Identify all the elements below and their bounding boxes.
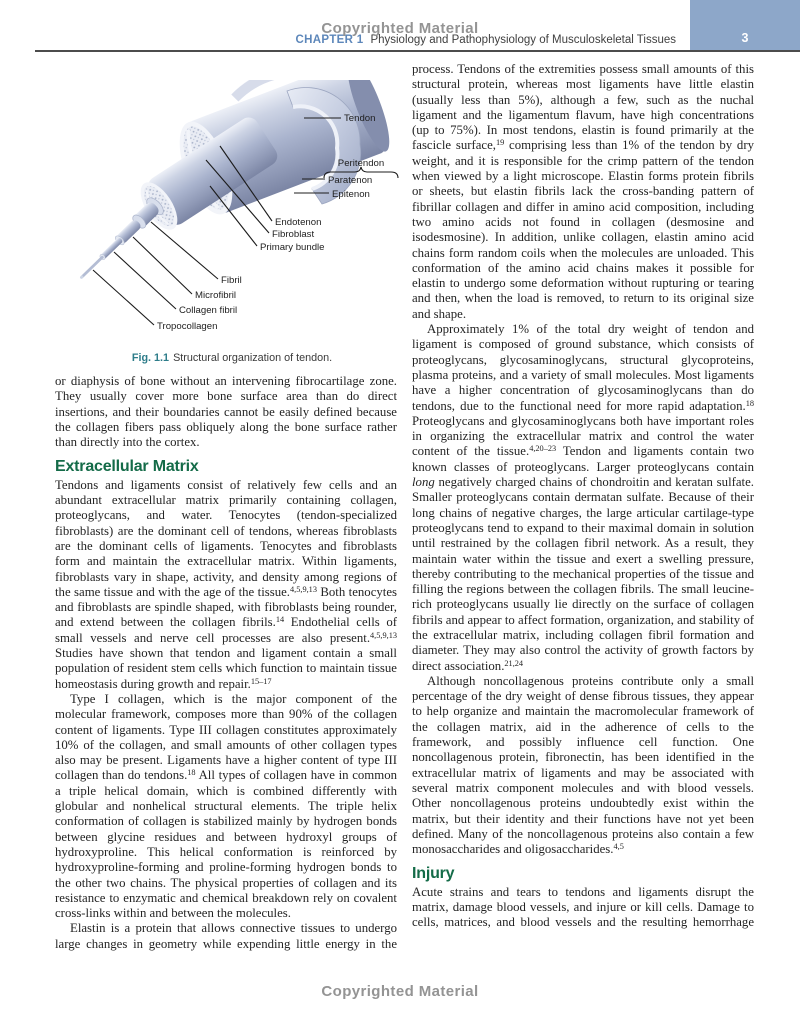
figure-label-primary-bundle: Primary bundle [260, 242, 325, 253]
figure-label-peritendon: Peritendon [337, 158, 385, 169]
figure-label-endotenon: Endotenon [275, 217, 322, 228]
leader-line-fibril [151, 222, 218, 279]
body-paragraph: Acute strains and tears to tendons and ligaments disrupt the matrix, damage blood vessels, and injure or kill cells. Damage to cells, matrices, and blood vessels and the resulting hemorrhage [412, 884, 754, 930]
body-paragraph: Approximately 1% of the total dry weight of tendon and ligament is composed of ground substance, which consists of proteoglycans, glycosaminoglycans, structural glycoproteins, plasma proteins, and a variety of small molecules. Most ligaments have a higher concentration of glycosaminoglycans than do tendons, due to the functional need for more rapid adaptation.$^{18}$ Proteoglycans and glycosaminoglycans both have important roles in organizing the extracellular matrix and control the water content of the tissue.$^{4,20-23}$ Tendon and ligaments contain two known classes of proteoglycans. Larger proteoglycans contain long negatively charged chains of chondroitin and keratan sulfate. Smaller proteoglycans contain dermatan sulfate. Because of their long chains of negative charges, the large articular cartilage-type proteoglycans tend to expand to their maximal domain in solution until restrained by the collagen fibril network. As a result, they maintain water within the tissue and exert a swelling pressure, thereby contributing to the mechanical properties of the tissue and filling the regions between the collagen fibrils. The small leucine-rich proteoglycans usually lie directly on the surface of collagen fibrils and appear to affect formation, organization, and stability of the extracellular matrix, including collagen fibril formation and diameter. They may also control the activity of growth factors by direct association.$^{21,24}$ [412, 322, 755, 673]
leader-line-microfibril [133, 237, 192, 294]
figure-label-collagen-fibril: Collagen fibril [179, 305, 238, 316]
header-rule [35, 50, 800, 52]
tendon-illustration [56, 80, 408, 346]
figure-label-paratenon: Paratenon [328, 175, 373, 186]
right-column [412, 62, 754, 931]
body-paragraph: or diaphysis of bone without an intervening fibrocartilage zone. They usually cover more bone surface area than do direct insertions, and their boundaries cannot be easily defined because the collagen fibers pass obliquely along the bone surface rather than directly into the cortex. [55, 374, 397, 450]
page-number-box [690, 0, 800, 50]
body-paragraph: process. Tendons of the extremities possess small amounts of this structural protein, whereas most ligaments have little elastin (usually less than 5%), although a few, such as the nuchal ligament and the ligamentum flavum, have high concentrations (up to 75%). In most tendons, elastin is found primarily at the fascicle surface,$^{19}$ comprising less than 1% of the tendon by dry weight, and it is responsible for the crimp pattern of the tendon when viewed by a light microscope. Elastin forms protein fibrils or sheets, but elastin fibrils lack the cross-banding pattern of fibrillar collagen and differ in amino acid composition, including two amino acids not found in collagen (desmosine and isodesmosine). In addition, unlike collagen, elastin amino acid chains form random coils when the molecules are unloaded. This conformation of the amino acid chains makes it possible for elastin to undergo some deformation without rupturing or tearing and then, when the load is removed, to return to its original size and shape. [412, 62, 754, 321]
leader-line-collagen-fibril [114, 252, 176, 309]
figure-caption [56, 352, 408, 364]
body-paragraph: Elastin is a protein that allows connective tissues to undergo large changes in geometry while expending little energy in the [55, 921, 397, 951]
figure-label-fibril: Fibril [221, 275, 242, 286]
left-column [55, 374, 397, 952]
section-heading-injury: Injury [412, 865, 455, 883]
figure-label-fibroblast: Fibroblast [272, 229, 315, 240]
page-header [296, 34, 676, 46]
body-paragraph: Although noncollagenous proteins contribute only a small percentage of the dry weight of dense fibrous tissues, they appear to help organize and maintain the macromolecular framework of the collagen matrix, aid in the adherence of cells to the framework, and possibly influence cell function. One noncollagenous protein, fibronectin, has been identified in the extracellular matrix of ligaments and may be associated with several matrix component molecules and with blood vessels. Other noncollagenous proteins undoubtedly exist within the matrix, but their identity and their functions have not yet been defined. Many of the noncollagenous proteins also contain a few monosaccharides and oligosaccharides.$^{4,5}$ [412, 673, 754, 857]
watermark-bottom: Copyrighted Material [321, 983, 479, 1000]
figure-label-epitenon: Epitenon [332, 189, 370, 200]
section-heading-extracellular-matrix: Extracellular Matrix [55, 458, 199, 476]
body-paragraph: Tendons and ligaments consist of relatively few cells and an abundant extracellular matrix primarily containing collagen, proteoglycans, and water. Tenocytes (tendon-specialized fibroblasts) are the dominant cell of tendons, whereas fibroblasts are the dominant cells of ligaments. Tenocytes and fibroblasts form and maintain the extracellular matrix. Within ligaments, fibroblasts vary in shape, activity, and density among regions of the same tissue and with the age of the tissue.$^{4,5,9,13}$ Both tenocytes and fibroblasts are spindle shaped, with fibroblasts being rounder, and extend between the collagen fibrils.$^{14}$ Endothelial cells of small vessels and nerve cell processes are also present.$^{4,5,9,13}$ Studies have shown that tendon and ligament contain a small population of resident stem cells which function to maintain tissue homeostasis during growth and repair.$^{15-17}$ [55, 477, 397, 691]
body-paragraph: Type I collagen, which is the major component of the molecular framework, composes more than 90% of the collagen content of ligaments. Type III collagen constitutes approximately 10% of the collagen, and small amounts of other collagen types also may be present. Ligaments have a higher content of type III collagen than do tendons.$^{18}$ All types of collagen have in common a triple helical domain, which is combined differently with globular and nonhelical structural elements. The triple helix conformation of collagen is stabilized mainly by hydrogen bonds between glycine residues and between hydroxyl groups of hydroxyproline. This helical conformation is reinforced by hydroxyproline-forming and proline-forming hydrogen bonds to the other two chains. The physical properties of collagen and its resistance to enzymatic and chemical breakdown rely on covalent cross-links within and between the molecules. [55, 691, 398, 921]
figure-label-tendon: Tendon [344, 113, 376, 124]
chapter-label: CHAPTER 1 [295, 34, 364, 46]
watermark-top: Copyrighted Material [321, 20, 479, 37]
chapter-title: Physiology and Pathophysiology of Musculoskeletal Tissues [370, 34, 676, 46]
leader-line-tropocollagen [93, 270, 154, 325]
figure-label-tropocollagen: Tropocollagen [157, 321, 218, 332]
fiber-strands [73, 195, 166, 286]
figure-caption-label: Fig. 1.1 [131, 352, 170, 364]
figure-label-microfibril: Microfibril [195, 290, 237, 301]
page-number: 3 [741, 31, 749, 45]
figure-caption-text: Structural organization of tendon. [173, 352, 333, 364]
figure-1-1 [56, 80, 408, 364]
